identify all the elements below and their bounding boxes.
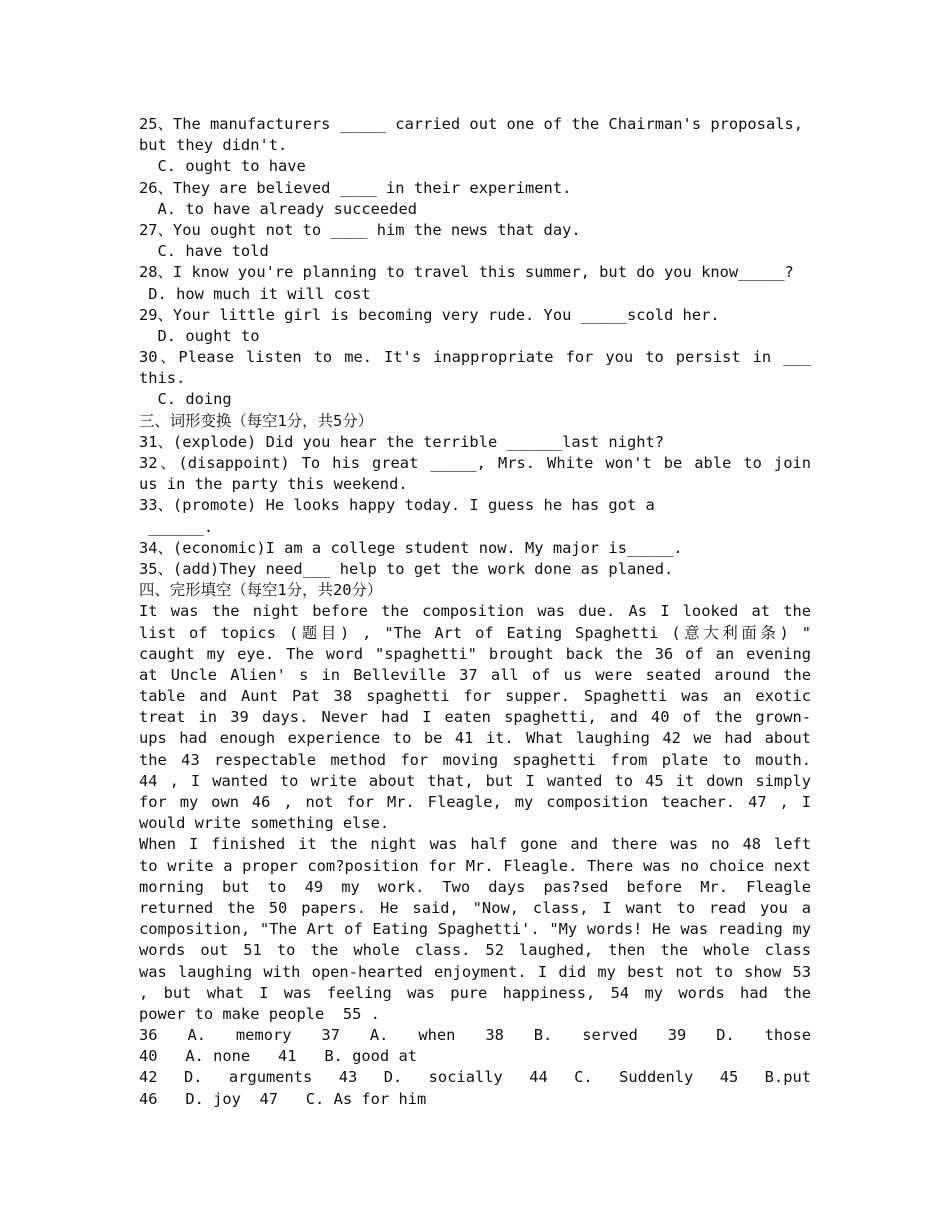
- text-line: D. ought to: [139, 326, 260, 345]
- document-page: [139, 114, 811, 1110]
- text-line: C. have told: [139, 242, 269, 261]
- text-line: ups had enough experience to be 41 it. What laughing 42 we had about: [139, 729, 811, 748]
- text-line: 28、I know you're planning to travel this summer, but do you know_____?: [139, 263, 794, 282]
- text-line: list of topics (题目) , "The Art of Eating Spaghetti (意大利面条) ": [139, 623, 811, 642]
- text-line: this.: [139, 369, 186, 388]
- text-line: treat in 39 days. Never had I eaten spaghetti, and 40 of the grown-: [139, 708, 811, 727]
- text-line: was laughing with open-hearted enjoyment. I did my best not to show 53: [139, 962, 811, 981]
- text-line: D. how much it will cost: [139, 284, 371, 303]
- text-line: table and Aunt Pat 38 spaghetti for supper. Spaghetti was an exotic: [139, 687, 811, 706]
- text-line: 29、Your little girl is becoming very rude. You _____scold her.: [139, 305, 720, 324]
- text-line: 27、You ought not to ____ him the news that day.: [139, 220, 581, 239]
- text-line: power to make people 55 .: [139, 1004, 380, 1023]
- text-line: us in the party this weekend.: [139, 475, 408, 494]
- text-line: A. to have already succeeded: [139, 199, 417, 218]
- text-line: 25、The manufacturers _____ carried out one of the Chairman's proposals,: [139, 115, 804, 133]
- text-line: C. doing: [139, 390, 232, 409]
- text-line: but they didn't.: [139, 136, 288, 155]
- text-line: It was the night before the composition was due. As I looked at the: [139, 602, 811, 621]
- text-line: 35、(add)They need___ help to get the work done as planed.: [139, 559, 674, 578]
- text-line: 46 D. joy 47 C. As for him: [139, 1089, 427, 1108]
- text-line: 36 A. memory 37 A. when 38 B. served 39 D. those: [139, 1026, 811, 1045]
- text-line: the 43 respectable method for moving spaghetti from plate to mouth.: [139, 750, 811, 769]
- text-line: morning but to 49 my work. Two days pas?sed before Mr. Fleagle: [139, 877, 811, 896]
- text-line: 四、完形填空（每空1分，共20分）: [139, 581, 383, 600]
- text-line: 30、Please listen to me. It's inappropriate for you to persist in ___: [139, 348, 811, 367]
- text-line: composition, "The Art of Eating Spaghetti'. "My words! He was reading my: [139, 920, 811, 939]
- text-line: , but what I was feeling was pure happiness, 54 my words had the: [139, 983, 811, 1002]
- text-line: ______.: [139, 517, 214, 536]
- text-line: caught my eye. The word "spaghetti" brought back the 36 of an evening: [139, 644, 811, 663]
- text-line: When I finished it the night was half gone and there was no 48 left: [139, 835, 811, 854]
- text-line: 34、(economic)I am a college student now. My major is_____.: [139, 538, 683, 557]
- text-line: would write something else.: [139, 814, 390, 833]
- text-line: words out 51 to the whole class. 52 laughed, then the whole class: [139, 941, 811, 960]
- text-line: at Uncle Alien' s in Belleville 37 all of us were seated around the: [139, 665, 811, 684]
- text-line: 32、(disappoint) To his great _____, Mrs. White won't be able to join: [139, 454, 811, 472]
- text-line: returned the 50 papers. He said, "Now, class, I want to read you a: [139, 898, 811, 917]
- text-line: 44 , I wanted to write about that, but I wanted to 45 it down simply: [139, 771, 811, 790]
- text-line: 三、词形变换（每空1分，共5分）: [139, 411, 374, 430]
- text-line: 31、(explode) Did you hear the terrible ______last night?: [139, 432, 665, 451]
- text-line: 33、(promote) He looks happy today. I guess he has got a: [139, 496, 655, 515]
- text-line: for my own 46 , not for Mr. Fleagle, my composition teacher. 47 , I: [139, 793, 811, 811]
- text-line: 40 A. none 41 B. good at: [139, 1047, 417, 1066]
- text-line: 26、They are believed ____ in their experiment.: [139, 178, 572, 197]
- text-line: to write a proper com?position for Mr. Fleagle. There was no choice next: [139, 856, 811, 875]
- text-line: 42 D. arguments 43 D. socially 44 C. Suddenly 45 B.put: [139, 1068, 811, 1087]
- text-line: C. ought to have: [139, 157, 306, 176]
